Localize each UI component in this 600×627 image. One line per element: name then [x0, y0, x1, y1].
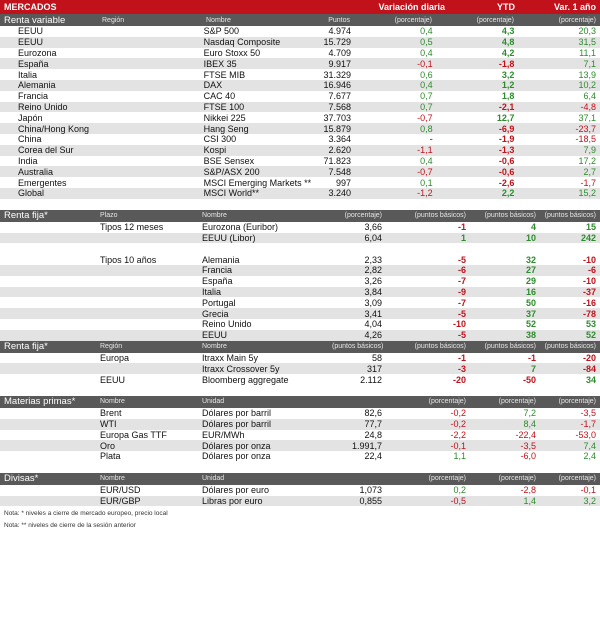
row-year-change: -3,5 [580, 408, 596, 419]
table-row [0, 102, 600, 113]
row-name: Kospi [203, 145, 227, 156]
row-value: 3,09 [364, 297, 382, 308]
row-daily-change: -7 [457, 276, 466, 287]
row-year-change: -16 [582, 297, 596, 308]
row-ytd-change: -0,6 [498, 166, 515, 177]
row-daily-change: 0,5 [420, 37, 433, 48]
table-row [0, 265, 600, 276]
row-ytd-change: 3,2 [501, 69, 515, 80]
row-value: 6,04 [364, 232, 382, 243]
row-ytd-change: -50 [522, 374, 536, 385]
table-row [0, 26, 600, 37]
footnotes [0, 506, 600, 532]
row-daily-change: -0,2 [450, 408, 466, 419]
row-value: 9.917 [328, 58, 352, 69]
row-region: China/Hong Kong [18, 123, 90, 134]
row-name: Nasdaq Composite [203, 37, 281, 48]
table-row [0, 374, 600, 385]
row-value: 22,4 [364, 451, 382, 462]
table-row [0, 145, 600, 156]
row-ytd-change: 7,2 [523, 408, 536, 419]
row-region: España [18, 58, 49, 69]
section-title: Materias primas* [4, 396, 76, 408]
row-year-change: 3,2 [583, 496, 596, 507]
row-ytd-change: 4,2 [501, 47, 515, 58]
section-title: Divisas* [4, 473, 39, 485]
table-row [0, 48, 600, 59]
row-region: India [18, 155, 38, 166]
row-value: 2.620 [328, 145, 352, 156]
row-year-change: 7,1 [583, 58, 596, 69]
column-header: (porcentaje) [498, 398, 536, 406]
row-daily-change: -1,2 [417, 188, 433, 199]
row-ytd-change: -2,1 [498, 101, 515, 112]
row-region: Emergentes [18, 177, 67, 188]
row-daily-change: -20 [452, 374, 466, 385]
row-label: Europa Gas TTF [100, 429, 167, 440]
table-row [0, 166, 600, 177]
column-header: Nombre [206, 16, 231, 24]
row-name: EEUU [202, 330, 228, 341]
column-header: (puntos básicos) [484, 343, 536, 351]
row-ytd-change: 4,3 [501, 26, 515, 37]
row-daily-change: - [429, 134, 433, 145]
row-region: Italia [18, 69, 38, 80]
row-year-change: 37,1 [578, 112, 596, 123]
year-change-header: Var. 1 año [553, 2, 596, 12]
row-year-change: -18,5 [575, 134, 596, 145]
row-value: 3,26 [364, 276, 382, 287]
row-ytd-change: 10 [525, 232, 536, 243]
row-daily-change: -0,7 [417, 112, 433, 123]
row-ytd-change: 7 [530, 363, 536, 374]
row-name: MSCI Emerging Markets ** [203, 177, 312, 188]
row-ytd-change: 12,7 [496, 112, 515, 123]
row-ytd-change: -1,9 [498, 134, 515, 145]
row-name: DAX [203, 80, 223, 91]
column-header: Nombre [202, 212, 227, 220]
table-row [0, 287, 600, 298]
row-region: EEUU [18, 26, 44, 37]
row-value: 317 [366, 363, 382, 374]
table-row [0, 58, 600, 69]
section-gap [0, 385, 600, 396]
row-daily-change: -1,1 [417, 145, 433, 156]
row-value: 7.548 [328, 166, 352, 177]
row-ytd-change: -1 [527, 352, 536, 363]
row-label: Brent [100, 408, 122, 419]
row-value: 24,8 [364, 429, 382, 440]
row-ytd-change: 27 [525, 265, 536, 276]
table-row [0, 308, 600, 319]
row-name: Portugal [202, 297, 236, 308]
row-year-change: -0,1 [580, 485, 596, 496]
row-label: Plata [100, 451, 121, 462]
row-value: 1.991,7 [351, 440, 382, 451]
column-header: (puntos básicos) [484, 212, 536, 220]
row-daily-change: -5 [457, 254, 466, 265]
table-row [0, 188, 600, 199]
row-ytd-change: -1,8 [498, 58, 515, 69]
row-name: Euro Stoxx 50 [203, 47, 261, 58]
section-title: Renta fija* [4, 210, 48, 222]
table-row [0, 37, 600, 48]
table-row [0, 319, 600, 330]
row-year-change: 7,4 [583, 440, 596, 451]
row-daily-change: 0,7 [420, 101, 433, 112]
row-value: 37.703 [323, 112, 352, 123]
row-ytd-change: 37 [525, 308, 536, 319]
row-ytd-change: 38 [525, 330, 536, 341]
column-header: (puntos básicos) [332, 343, 384, 351]
row-year-change: 34 [585, 374, 596, 385]
row-region: Francia [18, 91, 49, 102]
row-year-change: 11,1 [579, 47, 596, 58]
row-name: España [202, 276, 233, 287]
row-ytd-change: -6,0 [520, 451, 536, 462]
table-row [0, 80, 600, 91]
row-value: 997 [336, 177, 352, 188]
row-label: Tipos 12 meses [100, 222, 164, 233]
row-name: Italia [202, 286, 222, 297]
row-ytd-change: 1,8 [501, 91, 515, 102]
row-year-change: 20,3 [578, 26, 596, 37]
row-daily-change: -1 [457, 352, 466, 363]
row-value: 4.974 [328, 26, 352, 37]
row-name: Dólares por onza [202, 451, 271, 462]
column-header: Plazo [100, 212, 118, 220]
row-name: Grecia [202, 308, 229, 319]
row-year-change: 52 [585, 330, 596, 341]
column-header: Nombre [100, 475, 125, 483]
row-value: 3.240 [328, 188, 352, 199]
row-name: Dólares por barril [202, 419, 272, 430]
table-row [0, 233, 600, 244]
row-daily-change: -0,1 [450, 440, 466, 451]
row-daily-change: -7 [457, 297, 466, 308]
row-year-change: -1,7 [580, 177, 596, 188]
row-name: Francia [202, 265, 233, 276]
column-header: (puntos básicos) [544, 212, 596, 220]
section-header [0, 14, 600, 26]
table-row [0, 408, 600, 419]
row-region: Eurozona [18, 47, 57, 58]
row-ytd-change: -22,4 [515, 429, 536, 440]
row-daily-change: -1 [457, 222, 466, 233]
column-header: Unidad [202, 398, 225, 406]
row-daily-change: 0,7 [420, 91, 433, 102]
row-year-change: 53 [585, 319, 596, 330]
row-name: Nikkei 225 [203, 112, 246, 123]
row-label: Oro [100, 440, 116, 451]
row-value: 7.677 [328, 91, 352, 102]
row-daily-change: 0,4 [420, 26, 433, 37]
row-value: 3,84 [364, 286, 382, 297]
row-daily-change: -3 [457, 363, 466, 374]
table-row [0, 134, 600, 145]
row-name: MSCI World** [203, 188, 260, 199]
section-title: Renta fija* [4, 341, 48, 353]
row-name: Dólares por euro [202, 485, 270, 496]
column-header: (porcentaje) [558, 475, 596, 483]
row-daily-change: -5 [457, 330, 466, 341]
row-region: Corea del Sur [18, 145, 74, 156]
section-gap [0, 199, 600, 210]
row-daily-change: -5 [457, 308, 466, 319]
column-header: (puntos básicos) [414, 212, 466, 220]
row-daily-change: 0,6 [420, 69, 433, 80]
row-value: 16.946 [323, 80, 352, 91]
row-name: Libras por euro [202, 496, 263, 507]
row-name: CAC 40 [203, 91, 236, 102]
row-ytd-change: 4 [530, 222, 536, 233]
row-ytd-change: -1,3 [498, 145, 515, 156]
row-daily-change: 0,4 [420, 47, 433, 58]
row-ytd-change: 2,2 [501, 188, 515, 199]
table-row [0, 419, 600, 430]
row-name: Eurozona (Euribor) [202, 222, 279, 233]
row-ytd-change: -6,9 [498, 123, 515, 134]
row-label: Europa [100, 352, 130, 363]
section-header [0, 473, 600, 485]
section-header [0, 210, 600, 222]
markets-title: MERCADOS [4, 2, 57, 12]
row-daily-change: 0,1 [420, 177, 433, 188]
row-year-change: 15,2 [578, 188, 596, 199]
blank-row [0, 243, 600, 254]
row-value: 15.729 [323, 37, 352, 48]
table-row [0, 440, 600, 451]
row-year-change: -53,0 [575, 429, 596, 440]
table-row [0, 222, 600, 233]
row-value: 71.823 [323, 155, 352, 166]
row-daily-change: -2,2 [450, 429, 466, 440]
row-daily-change: -0,1 [417, 58, 433, 69]
row-name: Dólares por onza [202, 440, 271, 451]
table-row [0, 112, 600, 123]
row-year-change: 31,5 [578, 37, 596, 48]
row-daily-change: -0,2 [450, 419, 466, 430]
row-year-change: -10 [582, 254, 596, 265]
row-name: Bloomberg aggregate [202, 374, 289, 385]
section-header [0, 341, 600, 353]
row-ytd-change: 8,4 [523, 419, 536, 430]
table-row [0, 485, 600, 496]
table-row [0, 69, 600, 80]
row-region: Global [18, 188, 45, 199]
row-ytd-change: 1,4 [523, 496, 536, 507]
row-year-change: 13,9 [578, 69, 596, 80]
row-year-change: 7,9 [583, 145, 596, 156]
row-label: EEUU [100, 374, 126, 385]
row-daily-change: 1 [460, 232, 466, 243]
row-daily-change: 0,4 [420, 155, 433, 166]
row-daily-change: -0,7 [417, 166, 433, 177]
row-ytd-change: 52 [525, 319, 536, 330]
column-header: Unidad [202, 475, 225, 483]
markets-header [0, 0, 600, 14]
row-daily-change: -0,5 [450, 496, 466, 507]
column-header: (porcentaje) [558, 398, 596, 406]
table-row [0, 496, 600, 507]
table-row [0, 297, 600, 308]
row-ytd-change: -3,5 [520, 440, 536, 451]
row-ytd-change: -2,8 [520, 485, 536, 496]
daily-change-header: Variación diaria [378, 2, 445, 12]
row-value: 82,6 [364, 408, 382, 419]
row-name: EUR/MWh [202, 429, 245, 440]
row-value: 2.112 [360, 374, 382, 385]
row-value: 4,04 [364, 319, 382, 330]
row-name: Hang Seng [203, 123, 249, 134]
row-ytd-change: 50 [525, 297, 536, 308]
row-region: EEUU [18, 37, 44, 48]
row-ytd-change: 29 [525, 276, 536, 287]
row-name: FTSE MIB [203, 69, 246, 80]
row-daily-change: 0,8 [420, 123, 433, 134]
row-value: 4,26 [364, 330, 382, 341]
row-label: Tipos 10 años [100, 254, 157, 265]
row-name: S&P 500 [203, 26, 240, 37]
row-label: WTI [100, 419, 117, 430]
row-value: 2,82 [364, 265, 382, 276]
row-ytd-change: 1,2 [501, 80, 515, 91]
row-name: Reino Unido [202, 319, 252, 330]
row-value: 0,855 [359, 496, 382, 507]
row-year-change: -10 [582, 276, 596, 287]
row-year-change: -1,7 [580, 419, 596, 430]
row-region: Alemania [18, 80, 56, 91]
row-region: China [18, 134, 42, 145]
row-value: 31.329 [323, 69, 352, 80]
row-value: 4.709 [328, 47, 352, 58]
section-gap [0, 462, 600, 473]
row-name: Itraxx Main 5y [202, 352, 259, 363]
row-year-change: 6,4 [583, 91, 596, 102]
row-value: 1,073 [359, 485, 382, 496]
row-name: EEUU (Libor) [202, 232, 256, 243]
ytd-header: YTD [497, 2, 515, 12]
section-title: Renta variable [4, 14, 66, 26]
column-header: (porcentaje) [558, 16, 596, 24]
row-value: 7.568 [328, 101, 352, 112]
row-ytd-change: 4,8 [501, 37, 515, 48]
table-row [0, 177, 600, 188]
row-daily-change: 0,2 [453, 485, 466, 496]
row-value: 3,41 [364, 308, 382, 319]
row-daily-change: -9 [457, 286, 466, 297]
column-header: Región [100, 343, 123, 351]
row-label: EUR/GBP [100, 496, 141, 507]
row-year-change: 15 [585, 222, 596, 233]
table-row [0, 363, 600, 374]
row-year-change: -20 [582, 352, 596, 363]
row-year-change: -37 [582, 286, 596, 297]
row-name: IBEX 35 [203, 58, 237, 69]
row-region: Australia [18, 166, 54, 177]
row-region: Japón [18, 112, 43, 123]
section-header [0, 396, 600, 408]
row-label: EUR/USD [100, 485, 141, 496]
row-year-change: -84 [582, 363, 596, 374]
row-year-change: 2,4 [583, 451, 596, 462]
row-year-change: 17,2 [578, 155, 596, 166]
table-row [0, 254, 600, 265]
row-value: 3.364 [328, 134, 352, 145]
row-year-change: 242 [580, 232, 596, 243]
column-header: Nombre [100, 398, 125, 406]
row-year-change: 2,7 [583, 166, 596, 177]
row-ytd-change: -0,6 [498, 155, 515, 166]
row-year-change: -23,7 [575, 123, 596, 134]
column-header: (porcentaje) [394, 16, 432, 24]
column-header: (puntos básicos) [414, 343, 466, 351]
row-name: Alemania [202, 254, 240, 265]
table-row [0, 451, 600, 462]
row-value: 3,66 [364, 222, 382, 233]
table-row [0, 156, 600, 167]
row-name: BSE Sensex [203, 155, 255, 166]
column-header: Puntos [328, 16, 350, 24]
table-row [0, 330, 600, 341]
column-header: Nombre [202, 343, 227, 351]
row-year-change: 10,2 [578, 80, 596, 91]
footnote: Nota: ** niveles de cierre de la sesión anterior [4, 522, 136, 530]
column-header: (porcentaje) [498, 475, 536, 483]
column-header: (porcentaje) [476, 16, 514, 24]
table-row [0, 91, 600, 102]
table-row [0, 353, 600, 364]
column-header: (porcentaje) [428, 475, 466, 483]
footnote: Nota: * niveles a cierre de mercado europeo, precio local [4, 510, 168, 518]
row-daily-change: -6 [457, 265, 466, 276]
row-year-change: -78 [582, 308, 596, 319]
row-ytd-change: 16 [525, 286, 536, 297]
column-header: (porcentaje) [344, 212, 382, 220]
row-name: FTSE 100 [203, 101, 245, 112]
row-ytd-change: 32 [525, 254, 536, 265]
table-row [0, 430, 600, 441]
table-row [0, 276, 600, 287]
row-region: Reino Unido [18, 101, 68, 112]
column-header: (puntos básicos) [544, 343, 596, 351]
row-value: 58 [371, 352, 382, 363]
row-daily-change: 1,1 [453, 451, 466, 462]
column-header: (porcentaje) [428, 398, 466, 406]
table-row [0, 123, 600, 134]
row-value: 15.879 [323, 123, 352, 134]
row-daily-change: -10 [452, 319, 466, 330]
row-year-change: -4,8 [580, 101, 596, 112]
row-daily-change: 0,4 [420, 80, 433, 91]
row-value: 2,33 [364, 254, 382, 265]
row-name: S&P/ASX 200 [203, 166, 260, 177]
row-name: Dólares por barril [202, 408, 272, 419]
row-year-change: -6 [587, 265, 596, 276]
row-name: Itraxx Crossover 5y [202, 363, 280, 374]
row-value: 77,7 [364, 419, 382, 430]
row-name: CSI 300 [203, 134, 237, 145]
column-header: Región [102, 16, 125, 24]
row-ytd-change: -2,6 [498, 177, 515, 188]
